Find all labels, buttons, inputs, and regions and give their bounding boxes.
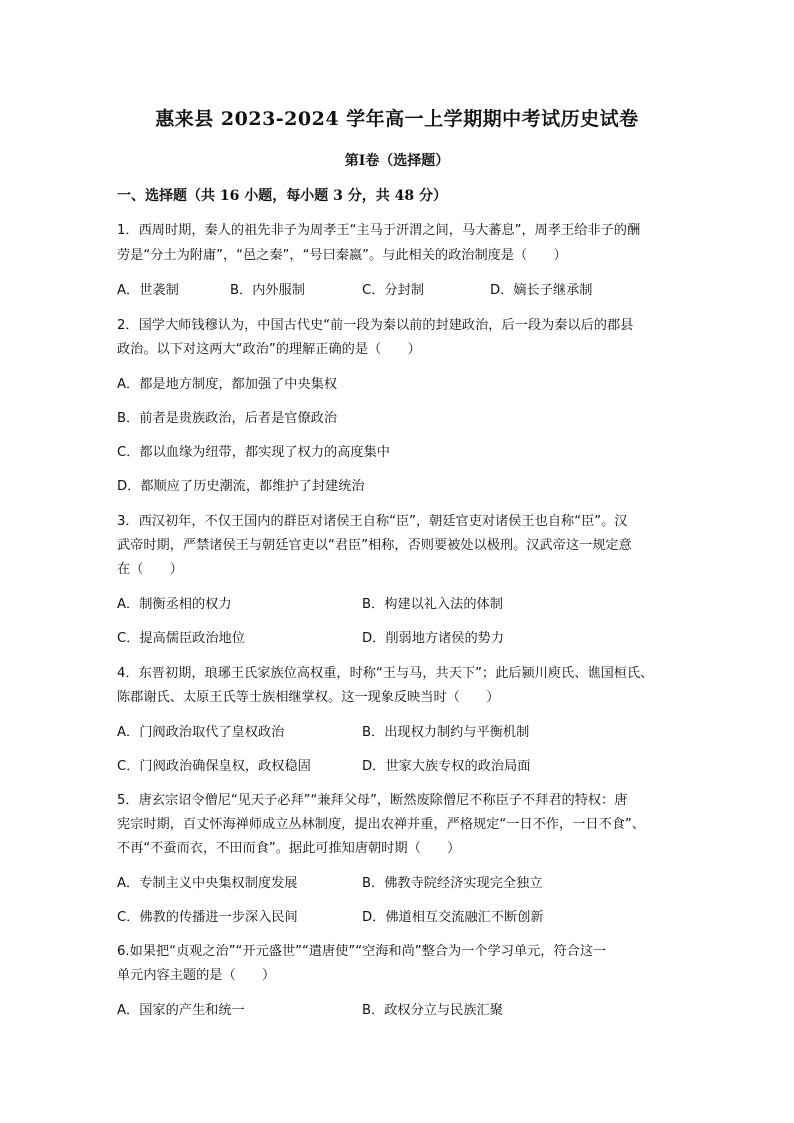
question-5-option-d: D．佛道相互交流融汇不断创新 — [362, 910, 544, 925]
question-5-option-c: C．佛教的传播进一步深入民间 — [117, 910, 298, 925]
question-2-option-c: C．都以血缘为纽带，都实现了权力的高度集中 — [117, 445, 390, 460]
question-3-option-a: A．制衡丞相的权力 — [117, 597, 232, 612]
question-3-line-3: 在（ ） — [117, 562, 183, 577]
question-5-line-2: 宪宗时期，百丈怀海禅师成立丛林制度，提出农禅并重，严格规定“一日不作，一日不食”、 — [117, 817, 645, 832]
question-6-line-1: 6.如果把“贞观之治”“开元盛世”“遣唐使”“空海和尚”整合为一个学习单元，符合这一 — [117, 944, 607, 959]
question-6-option-b: B．政权分立与民族汇聚 — [362, 1003, 503, 1018]
question-2-option-a: A．都是地方制度，都加强了中央集权 — [117, 377, 338, 392]
question-3-option-c: C．提高儒臣政治地位 — [117, 631, 245, 646]
question-1-line-1: 1．西周时期，秦人的祖先非子为周孝王“主马于汧渭之间，马大蕃息”，周孝王给非子的酬 — [117, 223, 641, 238]
part-heading: 第Ⅰ卷（选择题） — [344, 153, 450, 169]
question-5-line-1: 5．唐玄宗诏令僧尼“见天子必拜”“兼拜父母”，断然废除僧尼不称臣子不拜君的特权：唐 — [117, 793, 628, 808]
question-1-option-d: D．嫡长子继承制 — [490, 283, 593, 298]
question-5-option-b: B．佛教寺院经济实现完全独立 — [362, 876, 543, 891]
question-3-line-2: 武帝时期，严禁诸侯王与朝廷官吏以“君臣”相称，否则要被处以极刑。汉武帝这一规定意 — [117, 538, 632, 553]
question-2-line-1: 2．国学大师钱穆认为，中国古代史“前一段为秦以前的封建政治，后一段为秦以后的郡县 — [117, 318, 634, 333]
question-3-line-1: 3．西汉初年，不仅王国内的群臣对诸侯王自称“臣”，朝廷官吏对诸侯王也自称“臣”。汉 — [117, 514, 628, 529]
question-5-option-a: A．专制主义中央集权制度发展 — [117, 876, 298, 891]
question-2-option-b: B．前者是贵族政治，后者是官僚政治 — [117, 411, 338, 426]
question-4-option-c: C．门阀政治确保皇权，政权稳固 — [117, 759, 311, 774]
question-1-option-c: C．分封制 — [362, 283, 424, 298]
question-3-option-d: D．削弱地方诸侯的势力 — [362, 631, 505, 646]
question-1-line-2: 劳是“分土为附庸”，“邑之秦”，“号曰秦嬴”。与此相关的政治制度是（ ） — [117, 248, 567, 263]
question-6-line-2: 单元内容主题的是（ ） — [117, 968, 276, 983]
question-4-option-a: A．门阀政治取代了皇权政治 — [117, 725, 285, 740]
question-6-option-a: A．国家的产生和统一 — [117, 1003, 245, 1018]
question-5-line-3: 不再“不蚕而衣，不田而食”。据此可推知唐朝时期（ ） — [117, 841, 461, 856]
question-1-option-a: A．世袭制 — [117, 283, 179, 298]
question-2-option-d: D．都顺应了历史潮流，都维护了封建统治 — [117, 479, 365, 494]
question-1-option-b: B．内外服制 — [230, 283, 305, 298]
question-2-line-2: 政治。以下对这两大“政治”的理解正确的是（ ） — [117, 342, 421, 357]
question-4-line-1: 4．东晋初期，琅琊王氏家族位高权重，时称“王与马，共天下”；此后颍川庾氏、谯国桓氏、 — [117, 666, 654, 681]
section-heading: 一、选择题（共 16 小题，每小题 3 分，共 48 分） — [117, 188, 447, 204]
question-4-option-d: D．世家大族专权的政治局面 — [362, 759, 531, 774]
exam-title: 惠来县 2023-2024 学年高一上学期期中考试历史试卷 — [155, 108, 639, 130]
question-4-option-b: B．出现权力制约与平衡机制 — [362, 725, 530, 740]
question-3-option-b: B．构建以礼入法的体制 — [362, 597, 503, 612]
question-4-line-2: 陈郡谢氏、太原王氏等士族相继掌权。这一现象反映当时（ ） — [117, 690, 500, 705]
